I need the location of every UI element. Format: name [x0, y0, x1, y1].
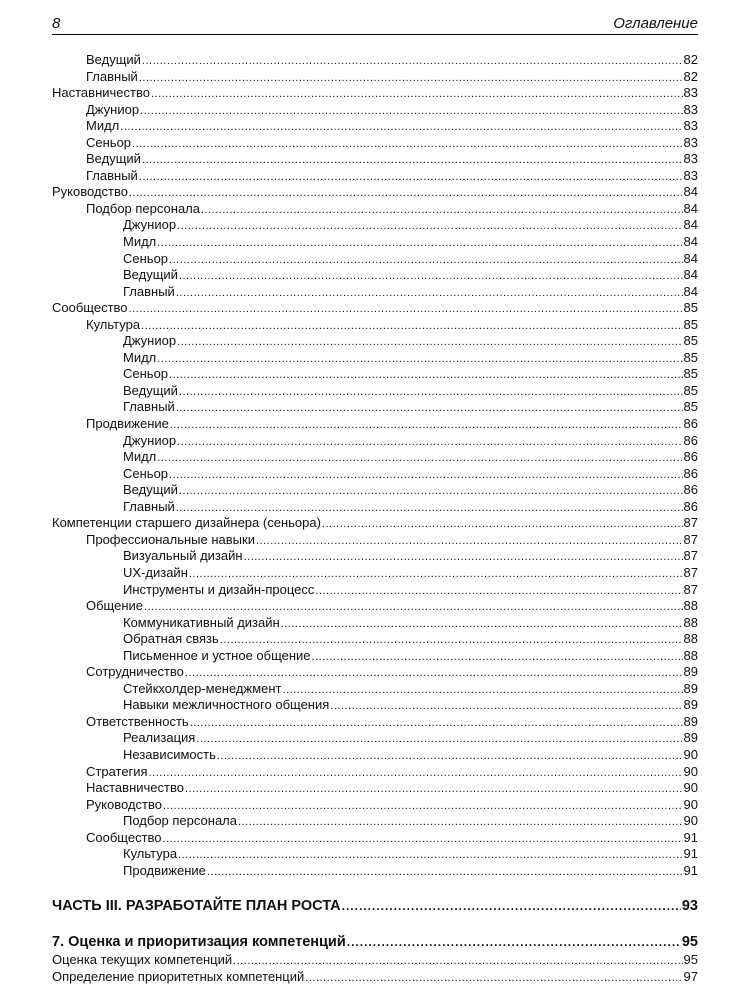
toc-entry-page: 85 — [683, 300, 698, 316]
toc-entry-title: Продвижение — [86, 416, 169, 432]
toc-leader-dots — [176, 499, 683, 517]
toc-entry-title: Наставничество — [86, 780, 184, 796]
toc-leader-dots — [177, 433, 682, 451]
toc-entry-title: Главный — [123, 498, 175, 514]
toc-entry-page: 89 — [683, 664, 698, 680]
toc-entry-title: Независимость — [123, 746, 216, 762]
running-title: Оглавление — [613, 15, 698, 32]
toc-entry-title: Визуальный дизайн — [123, 548, 243, 564]
toc-entry-title: Джуниор — [123, 333, 177, 349]
toc-leader-dots — [233, 952, 682, 970]
toc-entry[interactable] — [52, 151, 698, 168]
toc-entry-page: 87 — [683, 515, 698, 531]
toc-entry[interactable] — [52, 168, 698, 185]
toc-leader-dots — [129, 184, 683, 202]
toc-leader-dots — [169, 251, 683, 269]
toc-entry-page: 87 — [683, 548, 698, 564]
toc-entry[interactable] — [52, 383, 698, 400]
toc-leader-dots — [196, 730, 682, 748]
toc-entry-title: Мидл — [123, 349, 157, 365]
toc-entry-title: Стратегия — [86, 763, 148, 779]
toc-entry-title: Профессиональные навыки — [86, 531, 255, 547]
toc-entry-title: Оценка текущих компетенций — [52, 952, 233, 968]
toc-leader-dots — [312, 648, 683, 666]
toc-entry-title: Продвижение — [123, 862, 206, 878]
toc-entry-title: Джуниор — [86, 101, 140, 117]
toc-leader-dots — [170, 416, 683, 434]
toc-leader-dots — [177, 333, 682, 351]
toc-leader-dots — [207, 863, 683, 881]
toc-entry-title: Главный — [86, 167, 138, 183]
toc-leader-dots — [163, 830, 683, 848]
toc-entry-page: 91 — [683, 862, 698, 878]
toc-entry-page: 84 — [683, 217, 698, 233]
toc-entry[interactable] — [52, 416, 698, 433]
toc-entry[interactable] — [52, 697, 698, 714]
toc-entry-page: 90 — [683, 780, 698, 796]
toc-leader-dots — [190, 714, 683, 732]
chapter-entry-list — [52, 952, 698, 985]
toc-entry[interactable] — [52, 449, 698, 466]
toc-entry[interactable] — [52, 317, 698, 334]
toc-entry-title: Коммуникативный дизайн — [123, 614, 280, 630]
toc-leader-dots — [157, 234, 682, 252]
toc-entry-page: 83 — [683, 118, 698, 134]
toc-chapter-heading[interactable] — [52, 932, 698, 952]
toc-entry-page: 89 — [683, 697, 698, 713]
toc-entry-title: Сеньор — [123, 250, 169, 266]
toc-entry[interactable] — [52, 350, 698, 367]
toc-entry-page: 86 — [683, 498, 698, 514]
toc-entry[interactable] — [52, 598, 698, 615]
toc-leader-dots — [163, 797, 683, 815]
toc-entry-title: Обратная связь — [123, 631, 219, 647]
toc-entry[interactable] — [52, 184, 698, 201]
toc-entry-page: 82 — [683, 68, 698, 84]
toc-leader-dots — [220, 631, 683, 649]
toc-entry[interactable] — [52, 466, 698, 483]
toc-entry[interactable] — [52, 548, 698, 565]
toc-entry[interactable] — [52, 780, 698, 797]
chapter-spacer — [52, 916, 698, 932]
toc-entry-title: Ведущий — [123, 382, 178, 398]
toc-entry-page: 84 — [683, 267, 698, 283]
toc-entry-title: Джуниор — [123, 432, 177, 448]
toc-entry[interactable] — [52, 102, 698, 119]
toc-entry-page: 91 — [683, 829, 698, 845]
toc-entry-page: 85 — [683, 382, 698, 398]
toc-entry-page: 88 — [683, 647, 698, 663]
toc-entry-title: Культура — [86, 316, 141, 332]
toc-entry-page: 90 — [683, 763, 698, 779]
toc-entry-title: UX-дизайн — [123, 564, 188, 580]
toc-entry-page: 83 — [683, 101, 698, 117]
toc-leader-dots — [139, 69, 683, 87]
toc-entry-page: 89 — [683, 680, 698, 696]
toc-entry-title: Ведущий — [86, 151, 141, 167]
toc-leader-dots — [169, 466, 683, 484]
toc-leader-dots — [169, 366, 683, 384]
toc-entry[interactable] — [52, 681, 698, 698]
toc-entry-title: Мидл — [123, 449, 157, 465]
toc-entry-title: Инструменты и дизайн-процесс — [123, 581, 315, 597]
toc-leader-dots — [201, 201, 683, 219]
toc-entry-page: 86 — [683, 432, 698, 448]
toc-entry[interactable] — [52, 201, 698, 218]
toc-entry[interactable] — [52, 135, 698, 152]
toc-entry-title: Джуниор — [123, 217, 177, 233]
toc-entry-list — [52, 52, 698, 879]
toc-entry[interactable] — [52, 747, 698, 764]
toc-leader-dots — [179, 383, 683, 401]
toc-entry-page: 83 — [683, 85, 698, 101]
toc-entry-title: Руководство — [86, 796, 162, 812]
toc-entry-title: Общение — [86, 598, 144, 614]
toc-chapter-title: 7. Оценка и приоритизация компетенций — [52, 934, 346, 951]
toc-part-page: 93 — [681, 898, 698, 915]
toc-entry-page: 84 — [683, 184, 698, 200]
toc-leader-dots — [151, 85, 683, 103]
toc-entry[interactable] — [52, 333, 698, 350]
toc-entry[interactable] — [52, 730, 698, 747]
toc-entry-page: 84 — [683, 234, 698, 250]
toc-entry[interactable] — [52, 846, 698, 863]
toc-entry-title: Сеньор — [123, 465, 169, 481]
toc-entry-title: Наставничество — [52, 85, 150, 101]
toc-leader-dots — [305, 969, 682, 987]
toc-entry[interactable] — [52, 615, 698, 632]
toc-entry-title: Реализация — [123, 730, 196, 746]
toc-entry-title: Стейкхолдер-менеджмент — [123, 680, 282, 696]
toc-entry[interactable] — [52, 300, 698, 317]
toc-entry[interactable] — [52, 664, 698, 681]
toc-leader-dots — [281, 615, 683, 633]
toc-leader-dots — [144, 598, 683, 616]
toc-entry-page: 84 — [683, 200, 698, 216]
toc-entry[interactable] — [52, 69, 698, 86]
toc-entry-page: 88 — [683, 631, 698, 647]
toc-entry-page: 89 — [683, 713, 698, 729]
toc-entry-title: Сообщество — [52, 300, 128, 316]
part-spacer — [52, 879, 698, 896]
toc-entry-page: 86 — [683, 465, 698, 481]
toc-entry[interactable] — [52, 433, 698, 450]
toc-leader-dots — [120, 118, 682, 136]
toc-entry-page: 90 — [683, 796, 698, 812]
toc-leader-dots — [176, 284, 683, 302]
toc-entry[interactable] — [52, 52, 698, 69]
toc-leader-dots — [322, 515, 683, 533]
toc-entry-title: Главный — [123, 399, 175, 415]
toc-leader-dots — [330, 697, 682, 715]
toc-entry-page: 83 — [683, 151, 698, 167]
toc-entry[interactable] — [52, 969, 698, 986]
toc-entry[interactable] — [52, 499, 698, 516]
toc-leader-dots — [132, 135, 683, 153]
toc-entry-title: Навыки межличностного общения — [123, 697, 330, 713]
toc-entry-page: 90 — [683, 746, 698, 762]
toc-entry-title: Письменное и устное общение — [123, 647, 311, 663]
toc-entry-page: 84 — [683, 283, 698, 299]
toc-entry[interactable] — [52, 532, 698, 549]
toc-entry-title: Сотрудничество — [86, 664, 184, 680]
toc-leader-dots — [142, 52, 683, 70]
toc-entry-page: 95 — [683, 952, 698, 968]
toc-leader-dots — [238, 813, 683, 831]
toc-entry-page: 85 — [683, 399, 698, 415]
toc-entry-page: 87 — [683, 581, 698, 597]
toc-entry-title: Ведущий — [123, 267, 178, 283]
toc-entry-title: Руководство — [52, 184, 128, 200]
toc-entry-title: Ответственность — [86, 713, 189, 729]
toc-entry-page: 88 — [683, 614, 698, 630]
toc-leader-dots — [189, 565, 683, 583]
toc-entry[interactable] — [52, 830, 698, 847]
toc-entry[interactable] — [52, 582, 698, 599]
toc-entry[interactable] — [52, 813, 698, 830]
toc-entry[interactable] — [52, 482, 698, 499]
toc-leader-dots — [185, 664, 683, 682]
toc-leader-dots — [315, 582, 682, 600]
toc-entry[interactable] — [52, 234, 698, 251]
toc-entry-page: 86 — [683, 416, 698, 432]
toc-entry-page: 83 — [683, 134, 698, 150]
toc-leader-dots — [283, 681, 683, 699]
toc-entry-title: Мидл — [86, 118, 120, 134]
toc-entry-title: Определение приоритетных компетенций — [52, 968, 305, 984]
toc-entry-page: 83 — [683, 167, 698, 183]
toc-entry-page: 82 — [683, 52, 698, 67]
toc-part-heading[interactable] — [52, 896, 698, 916]
toc-leader-dots — [178, 846, 682, 864]
toc-part-title: ЧАСТЬ III. РАЗРАБОТАЙТЕ ПЛАН РОСТА — [52, 898, 341, 915]
page-number: 8 — [52, 15, 61, 32]
toc-entry[interactable] — [52, 764, 698, 781]
toc-entry-page: 89 — [683, 730, 698, 746]
toc-entry[interactable] — [52, 631, 698, 648]
toc-entry-page: 86 — [683, 449, 698, 465]
toc-entry-page: 91 — [683, 846, 698, 862]
toc-leader-dots — [179, 482, 683, 500]
toc-entry-page: 88 — [683, 598, 698, 614]
toc-entry-title: Ведущий — [123, 482, 178, 498]
toc-entry-title: Мидл — [123, 234, 157, 250]
toc-entry-title: Подбор персонала — [86, 200, 200, 216]
toc-entry-page: 84 — [683, 250, 698, 266]
toc-entry[interactable] — [52, 399, 698, 416]
toc-leader-dots — [177, 217, 682, 235]
toc-leader-dots — [179, 267, 683, 285]
toc-leader-dots — [141, 317, 682, 335]
toc-entry[interactable] — [52, 118, 698, 135]
toc-chapter-page: 95 — [681, 934, 698, 951]
toc-entry-page: 86 — [683, 482, 698, 498]
toc-entry-title: Главный — [86, 68, 138, 84]
toc-leader-dots — [256, 532, 683, 550]
toc-entry[interactable] — [52, 565, 698, 582]
toc-leader-dots — [176, 399, 683, 417]
table-of-contents — [52, 52, 698, 985]
toc-leader-dots — [157, 350, 682, 368]
toc-leader-dots — [140, 102, 682, 120]
toc-entry[interactable] — [52, 797, 698, 814]
toc-entry[interactable] — [52, 648, 698, 665]
toc-leader-dots — [347, 932, 681, 952]
toc-entry[interactable] — [52, 267, 698, 284]
toc-leader-dots — [139, 168, 683, 186]
toc-entry-page: 87 — [683, 564, 698, 580]
toc-entry-page: 87 — [683, 531, 698, 547]
toc-entry-title: Компетенции старшего дизайнера (сеньора) — [52, 515, 321, 531]
toc-entry[interactable] — [52, 366, 698, 383]
toc-leader-dots — [142, 151, 683, 169]
toc-entry[interactable] — [52, 714, 698, 731]
toc-entry-title: Подбор персонала — [123, 813, 237, 829]
toc-leader-dots — [244, 548, 683, 566]
toc-entry[interactable] — [52, 85, 698, 102]
toc-leader-dots — [149, 764, 683, 782]
toc-entry-page: 85 — [683, 366, 698, 382]
toc-entry-title: Сообщество — [86, 829, 162, 845]
toc-entry[interactable] — [52, 217, 698, 234]
toc-leader-dots — [217, 747, 683, 765]
page-header — [52, 10, 698, 35]
toc-leader-dots — [185, 780, 683, 798]
toc-entry[interactable] — [52, 284, 698, 301]
toc-leader-dots — [129, 300, 683, 318]
toc-leader-dots — [342, 896, 681, 916]
toc-leader-dots — [157, 449, 682, 467]
toc-entry-page: 85 — [683, 316, 698, 332]
toc-entry[interactable] — [52, 863, 698, 880]
toc-entry-title: Ведущий — [86, 52, 141, 67]
toc-entry[interactable] — [52, 515, 698, 532]
toc-entry-page: 97 — [683, 968, 698, 984]
toc-entry-title: Сеньор — [123, 366, 169, 382]
toc-entry[interactable] — [52, 952, 698, 969]
toc-entry-page: 85 — [683, 333, 698, 349]
toc-entry[interactable] — [52, 251, 698, 268]
toc-entry-page: 85 — [683, 349, 698, 365]
toc-entry-page: 90 — [683, 813, 698, 829]
toc-entry-title: Главный — [123, 283, 175, 299]
toc-entry-title: Культура — [123, 846, 178, 862]
toc-entry-title: Сеньор — [86, 134, 132, 150]
